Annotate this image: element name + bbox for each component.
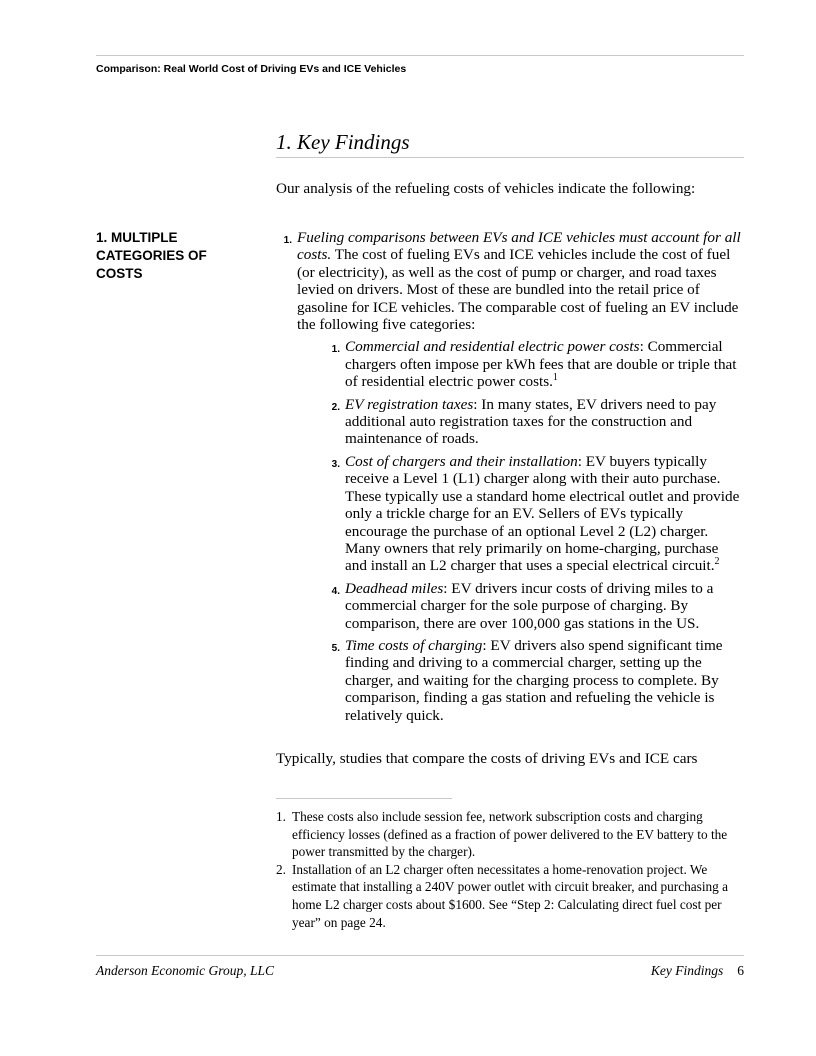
footnote-ref[interactable]: 1 <box>552 372 558 384</box>
page-number: 6 <box>737 963 744 978</box>
footer-rule <box>96 955 744 956</box>
category-body: : EV drivers also spend significant time finding and driving to a commercial charger, setting up the charger, and waiting for the charging process to complete. By comparison, finding a gas station and refueling the vehicle is relatively quick. <box>345 636 723 724</box>
sidebar-heading-line: COSTS <box>96 266 143 281</box>
category-text <box>345 396 744 448</box>
header-rule <box>96 55 744 56</box>
running-header: Comparison: Real World Cost of Driving EVs and ICE Vehicles <box>96 63 407 75</box>
footnote <box>276 808 744 861</box>
finding-text <box>297 229 744 333</box>
category-number: 5. <box>331 642 340 654</box>
category-item <box>276 396 744 448</box>
footnote-ref[interactable]: 2 <box>714 556 720 568</box>
footnote-rule <box>276 798 452 799</box>
category-text <box>345 338 744 390</box>
category-item <box>276 637 744 724</box>
title-rule <box>276 157 744 158</box>
category-term: Deadhead miles <box>345 579 444 597</box>
category-body: : EV buyers typically receive a Level 1 (L1) charger along with their auto purchase. These typically use a standard home electrical outlet and provide only a trickle charge for an EV. Sellers of EVs typically encourage the purchase of an optional Level 2 (L2) charger. Many owners that rely primarily on home-charging, purchase and install an L2 charger that uses a special electrical circuit. <box>345 452 740 575</box>
category-text <box>345 637 744 724</box>
category-term: Commercial and residential electric power costs <box>345 338 640 356</box>
footnote <box>276 861 744 931</box>
intro-paragraph: Our analysis of the refueling costs of vehicles indicate the following: <box>276 180 696 197</box>
category-item <box>276 453 744 575</box>
footnote-text: Installation of an L2 charger often necessitates a home-renovation project. We estimate that installing a 240V power outlet with circuit breaker, and purchasing a home L2 charger costs about $1600. See “Step 2: Calculating direct fuel cost per year” on page 24. <box>292 861 729 930</box>
category-number: 3. <box>331 458 340 470</box>
findings-list <box>276 229 744 724</box>
footnote-text: These costs also include session fee, network subscription costs and charging efficiency losses (defined as a fraction of power delivered to the EV battery to the power transmitted by the charger). <box>292 809 728 860</box>
finding-body: The cost of fueling EVs and ICE vehicles include the cost of fuel (or electricity), as well as the cost of pump or charger, and road taxes levied on drivers. Most of these are bundled into the retail price of gasoline for ICE vehicles. The comparable cost of fueling an EV include the following five categories: <box>297 246 739 334</box>
category-number: 1. <box>331 344 340 356</box>
category-text <box>345 580 744 632</box>
category-body: : EV drivers incur costs of driving miles to a commercial charger for the sole purpose of charging. By comparison, there are over 100,000 gas stations in the US. <box>345 579 714 632</box>
category-number: 4. <box>331 585 340 597</box>
category-body: : Commercial chargers often impose per kWh fees that are double or triple that of residential electric power costs. <box>345 338 737 391</box>
sidebar-heading-line: CATEGORIES OF <box>96 248 207 263</box>
category-term: EV registration taxes <box>345 395 474 413</box>
footer-section: Key Findings <box>650 963 724 978</box>
category-term: Time costs of charging <box>345 636 483 654</box>
footnote-number: 1. <box>276 809 286 824</box>
sidebar-heading <box>96 229 256 283</box>
footer-organization: Anderson Economic Group, LLC <box>96 963 274 978</box>
finding-number: 1. <box>283 235 292 246</box>
section-title: 1. Key Findings <box>276 130 410 154</box>
category-body: : In many states, EV drivers need to pay additional auto registration taxes for the construction and maintenance of roads. <box>345 395 717 448</box>
category-item <box>276 338 744 390</box>
footnotes <box>276 808 744 931</box>
footer-right <box>651 963 744 979</box>
finding-item <box>276 229 744 333</box>
category-text <box>345 453 744 575</box>
finding-lead: Fueling comparisons between EVs and ICE vehicles must account for all costs. <box>297 229 741 264</box>
category-number: 2. <box>331 401 340 413</box>
sidebar-heading-line: 1. MULTIPLE <box>96 230 178 245</box>
footnote-number: 2. <box>276 861 286 877</box>
category-term: Cost of chargers and their installation <box>345 452 578 470</box>
continuation-paragraph: Typically, studies that compare the costs of driving EVs and ICE cars <box>276 750 698 767</box>
category-item <box>276 580 744 632</box>
